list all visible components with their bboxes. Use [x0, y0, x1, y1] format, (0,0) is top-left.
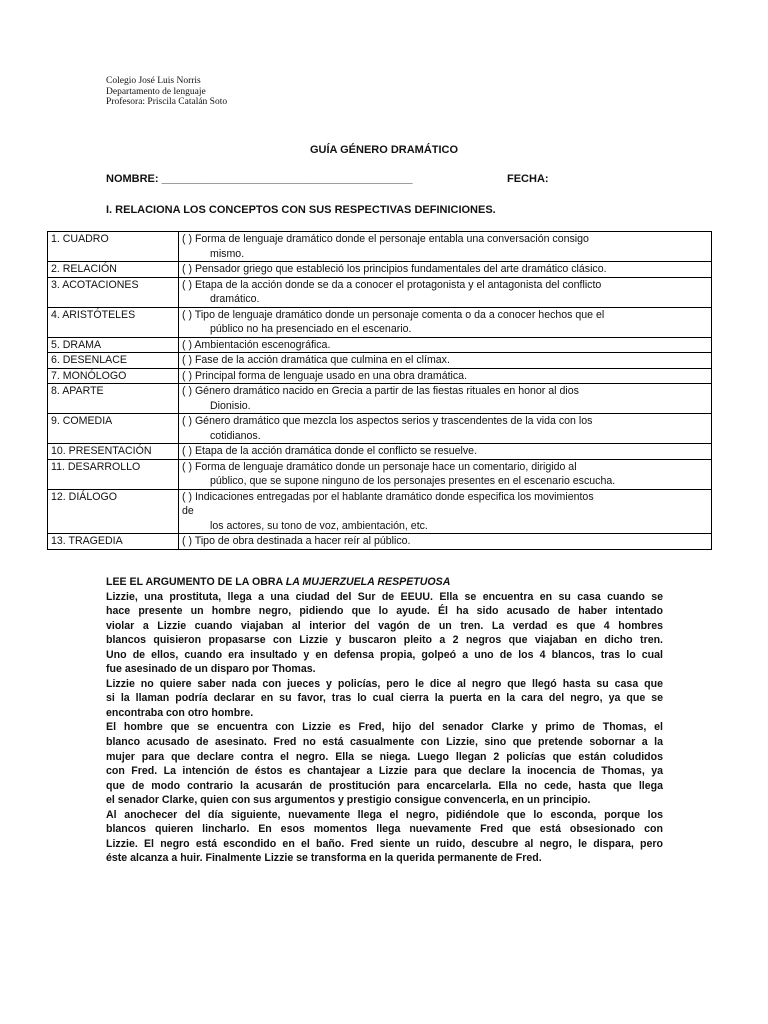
table-row [48, 368, 712, 384]
concept-cell: 9. COMEDIA [48, 414, 179, 444]
definition-line: ( ) Indicaciones entregadas por el hablante dramático donde especifica los movimientos [182, 490, 594, 503]
definition-line: ( ) Etapa de la acción dramática donde el conflicto se resuelve. [182, 445, 478, 457]
reading-line: si la llaman podría declarar en su favor, tras lo cual cierra la puerta en la cara del negro, ya que se [106, 692, 663, 705]
reading-line: Lizzie, una prostituta, llega a una ciudad del Sur de EEUU. Ella se encuentra en su casa cuando se [106, 590, 663, 603]
definition-cell [179, 262, 712, 278]
instructions: I. RELACIONA LOS CONCEPTOS CON SUS RESPECTIVAS DEFINICIONES. [106, 204, 496, 216]
reading-intro: LEE EL ARGUMENTO DE LA OBRA [106, 576, 283, 588]
concept-cell: 4. ARISTÓTELES [48, 307, 179, 337]
definition-cell [179, 444, 712, 460]
department-name: Departamento de lenguaje [106, 86, 206, 97]
school-header [106, 76, 227, 108]
definition-line: ( ) Tipo de lenguaje dramático donde un personaje comenta o da a conocer hechos que el [182, 308, 605, 321]
definition-line: ( ) Género dramático nacido en Grecia a partir de las fiestas rituales en honor al dios [182, 385, 579, 397]
concept-cell: 10. PRESENTACIÓN [48, 444, 179, 460]
definition-line: ( ) Tipo de obra destinada a hacer reír al público. [182, 535, 411, 547]
definition-cell [179, 307, 712, 337]
definition-line: Dionisio. [210, 399, 251, 412]
definition-line: cotidianos. [210, 429, 261, 442]
definition-line: ( ) Pensador griego que estableció los principios fundamentales del arte dramático clásico. [182, 263, 607, 275]
definition-cell [179, 353, 712, 369]
concept-cell: 7. MONÓLOGO [48, 368, 179, 384]
table-row [48, 277, 712, 307]
definition-cell [179, 489, 712, 534]
definition-cell [179, 337, 712, 353]
definition-line: ( ) Género dramático que mezcla los aspectos serios y trascendentes de la vida con los [182, 415, 593, 427]
reading-line: éste alcanza a huir. Finalmente Lizzie se transforma en la querida permanente de Fred. [106, 852, 542, 865]
reading-line: Uno de ellos, cuando era insultado y en defensa propia, golpeó a uno de los 4 blancos, tras lo cual [106, 648, 663, 661]
table-row [48, 307, 712, 337]
play-title: LA MUJERZUELA RESPETUOSA [285, 576, 451, 588]
school-name: Colegio José Luis Norris [106, 76, 201, 86]
concept-cell: 2. RELACIÓN [48, 262, 179, 278]
reading-line: con Fred. La intención de éstos es chantajear a Lizzie para que declare la inocencia de Thomas, ya [106, 765, 663, 778]
table-row [48, 232, 712, 262]
definition-line: dramático. [210, 293, 260, 305]
table-row [48, 337, 712, 353]
definition-cell [179, 368, 712, 384]
definition-cell [179, 277, 712, 307]
table-row [48, 414, 712, 444]
table-row [48, 489, 712, 534]
concept-cell: 1. CUADRO [48, 232, 179, 262]
definition-line: ( ) Forma de lenguaje dramático donde un personaje hace un comentario, dirigido al [182, 460, 577, 473]
table-row [48, 262, 712, 278]
reading-line: blancos quisieron propasarse con Lizzie y buscaron pleito a 2 negros que viajaban en dicho tren. [106, 634, 663, 647]
concept-cell: 11. DESARROLLO [48, 459, 179, 489]
table-row [48, 534, 712, 550]
definition-cell [179, 459, 712, 489]
reading-line: Al anochecer del día siguiente, nuevamente llega el negro, pidiéndole que lo esconda, porque los [106, 808, 663, 821]
date-field: FECHA: [507, 173, 549, 185]
concept-cell: 3. ACOTACIONES [48, 277, 179, 307]
reading-line: Lizzie. El negro está escondido en el baño. Fred siente un ruido, descubre al negro, le dispara, pero [106, 837, 663, 850]
definition-line: ( ) Ambientación escenográfica. [182, 338, 331, 351]
concept-cell: 5. DRAMA [48, 337, 179, 353]
page-title: GUÍA GÉNERO DRAMÁTICO [309, 144, 459, 156]
reading-line: hace presente un hombre negro, pidiendo que lo ayude. Él ha sido acusado de haber intentado [106, 605, 663, 618]
reading-line: blanco acusado de asesinato. Fred no está casualmente con Lizzie, sino que pretende sobornar a la [106, 736, 663, 749]
definition-cell [179, 384, 712, 414]
table-row [48, 384, 712, 414]
definition-cell [179, 232, 712, 262]
reading-line: violar a Lizzie cuando viajaban al interior del vagón de un tren. La verdad es que 4 hombres [106, 619, 663, 632]
concept-cell: 8. APARTE [48, 384, 179, 414]
definition-line: público no ha presenciado en el escenario. [210, 323, 412, 335]
reading-section [106, 575, 663, 866]
definition-cell [179, 414, 712, 444]
concept-cell: 13. TRAGEDIA [48, 534, 179, 550]
reading-line: Lizzie no quiere saber nada con jueces y policías, pero le dice al negro que llegó hasta su casa que [106, 677, 663, 690]
definition-line: ( ) Principal forma de lenguaje usado en una obra dramática. [182, 369, 468, 382]
definition-cell [179, 534, 712, 550]
reading-line: fue asesinado de un disparo por Thomas. [106, 663, 316, 676]
reading-line: blancos quieren lincharlo. En esos momentos llega nuevamente Fred que está obsesionado con [106, 823, 663, 836]
definition-line: público, que se supone ninguno de los personajes presentes en el escenario escucha. [210, 475, 616, 487]
definition-line: los actores, su tono de voz, ambientación, etc. [210, 519, 428, 532]
table-row [48, 444, 712, 460]
reading-line: que de modo contrario la acusarán de prostitución para encarcelarla. Ella no cede, hasta que llega [106, 779, 663, 792]
reading-text [106, 590, 663, 866]
reading-line: el senador Clarke, quien con sus argumentos y prestigio consigue convencerla, en un principio. [106, 794, 591, 807]
name-field: NOMBRE: _________________________________________ [106, 173, 413, 185]
definition-line: de [182, 505, 194, 517]
reading-line: encontraba con otro hombre. [106, 706, 254, 719]
concept-cell: 6. DESENLACE [48, 353, 179, 369]
table-row [48, 459, 712, 489]
definition-line: ( ) Forma de lenguaje dramático donde el personaje entabla una conversación consigo [182, 233, 589, 245]
definition-line: ( ) Etapa de la acción donde se da a conocer el protagonista y el antagonista del conflicto [182, 278, 602, 291]
definition-line: ( ) Fase de la acción dramática que culmina en el clímax. [182, 354, 450, 366]
reading-line: mujer para que declare contra el negro. Ella se niega. Luego llegan 2 policías que están coludidos [106, 750, 663, 763]
teacher-name: Profesora: Priscila Catalán Soto [106, 97, 228, 107]
reading-line: El hombre que se encuentra con Lizzie es Fred, hijo del senador Clarke y primo de Thomas, el [106, 721, 663, 734]
matching-table [47, 231, 712, 550]
reading-title [106, 575, 663, 590]
definition-line: mismo. [210, 247, 245, 260]
concept-cell: 12. DIÁLOGO [48, 489, 179, 534]
table-row [48, 353, 712, 369]
